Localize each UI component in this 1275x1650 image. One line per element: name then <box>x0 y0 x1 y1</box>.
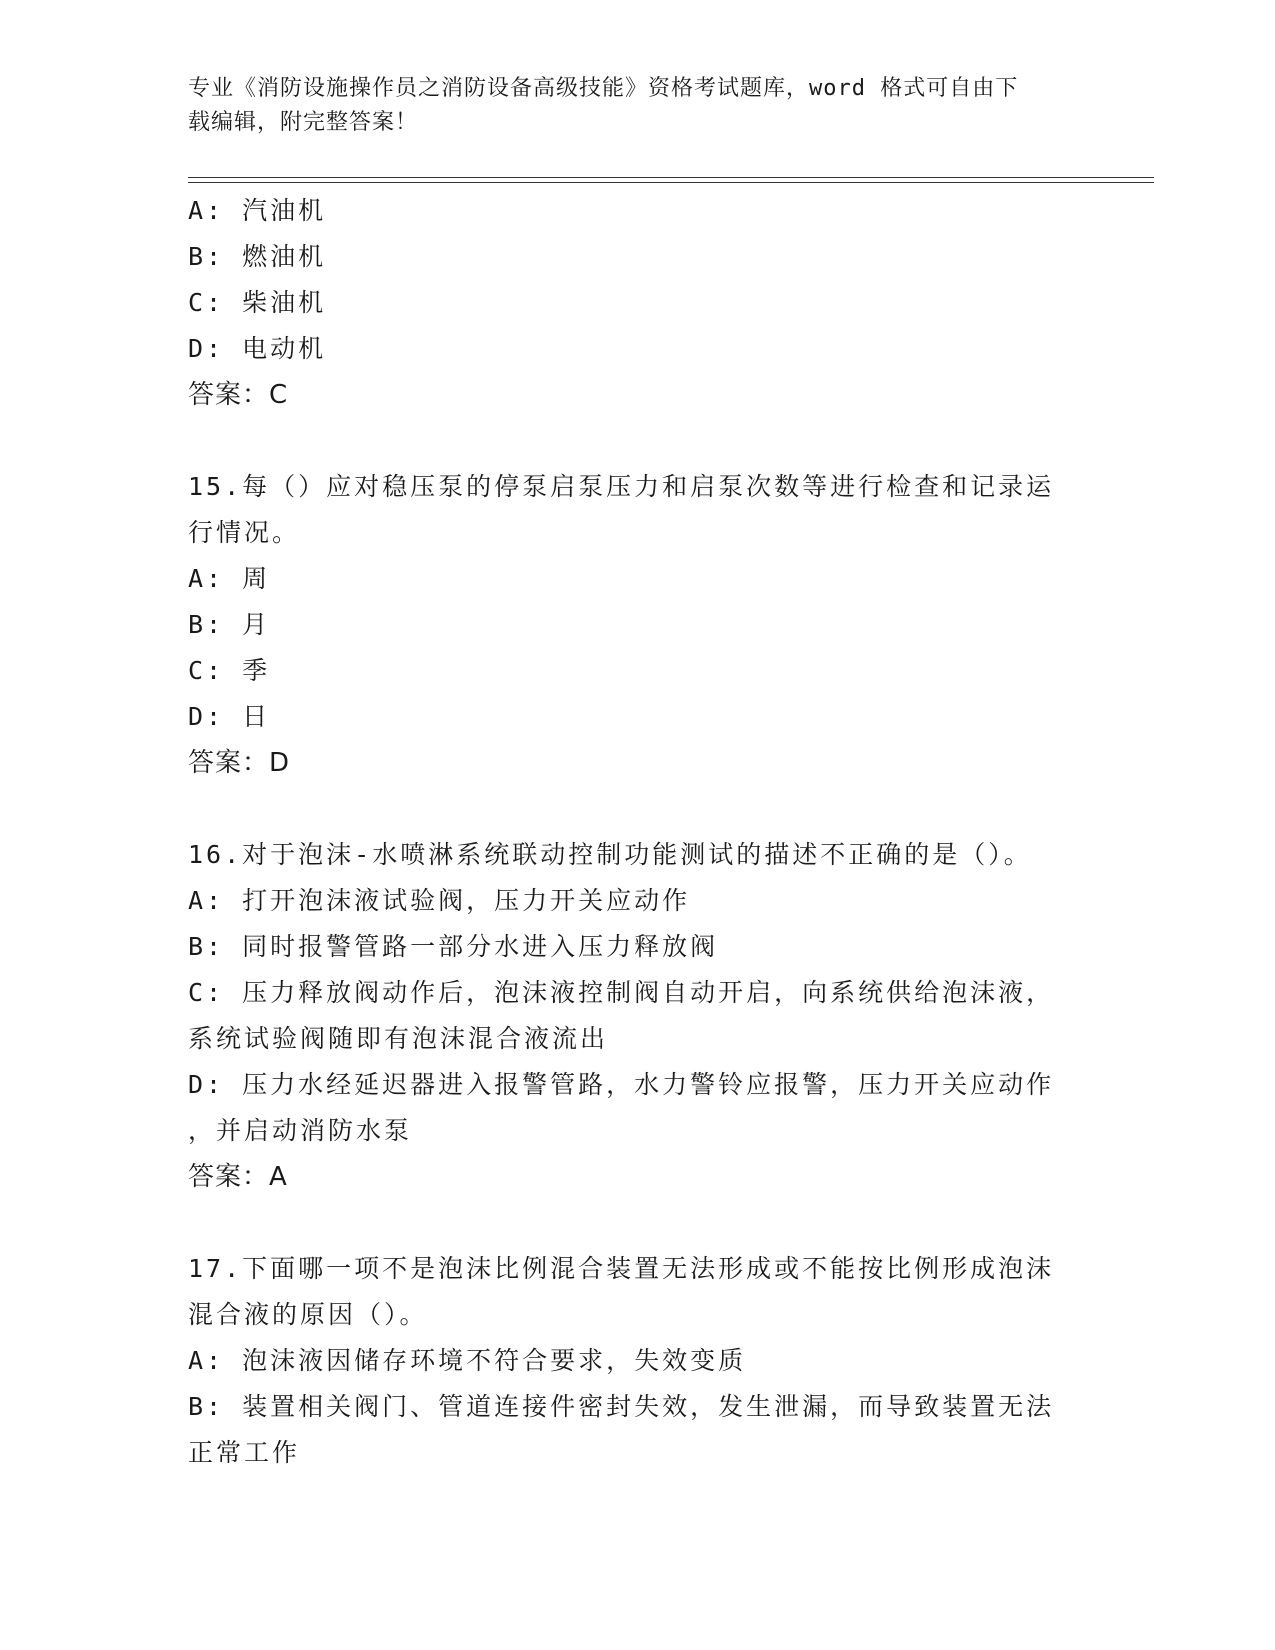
option-c: C: 季 <box>188 656 271 685</box>
header-divider-bottom <box>188 182 1154 183</box>
question-stem-continued: 混合液的原因（）。 <box>188 1300 428 1329</box>
option-b: B: 燃油机 <box>188 242 327 271</box>
option-b-continued: 正常工作 <box>188 1438 301 1467</box>
answer: 答案：D <box>188 748 291 778</box>
option-c: C: 压力释放阀动作后，泡沫液控制阀自动开启，向系统供给泡沫液， <box>188 978 1055 1007</box>
header-divider-top <box>188 177 1154 178</box>
question-15 <box>188 464 1068 786</box>
document-body <box>188 188 1068 1476</box>
question-stem: 15.每（）应对稳压泵的停泵启泵压力和启泵次数等进行检查和记录运 <box>188 472 1055 501</box>
document-header <box>188 72 1068 140</box>
option-d: D: 压力水经延迟器进入报警管路，水力警铃应报警，压力开关应动作 <box>188 1070 1055 1099</box>
option-a: A: 汽油机 <box>188 196 327 225</box>
answer: 答案：A <box>188 1162 288 1192</box>
option-d: D: 日 <box>188 702 271 731</box>
question-14 <box>188 188 1068 418</box>
option-c: C: 柴油机 <box>188 288 327 317</box>
question-stem: 17.下面哪一项不是泡沫比例混合装置无法形成或不能按比例形成泡沫 <box>188 1254 1055 1283</box>
header-line-2: 载编辑，附完整答案！ <box>188 110 419 135</box>
question-stem: 16.对于泡沫-水喷淋系统联动控制功能测试的描述不正确的是（）。 <box>188 840 1032 869</box>
option-b: B: 装置相关阀门、管道连接件密封失效，发生泄漏，而导致装置无法 <box>188 1392 1055 1421</box>
option-b: B: 同时报警管路一部分水进入压力释放阀 <box>188 932 719 961</box>
answer: 答案：C <box>188 380 289 410</box>
header-line-1: 专业《消防设施操作员之消防设备高级技能》资格考试题库，word 格式可自由下 <box>188 76 1019 101</box>
option-c-continued: 系统试验阀随即有泡沫混合液流出 <box>188 1024 609 1053</box>
question-16 <box>188 832 1068 1200</box>
option-a: A: 周 <box>188 564 271 593</box>
option-a: A: 泡沫液因储存环境不符合要求，失效变质 <box>188 1346 747 1375</box>
option-b: B: 月 <box>188 610 271 639</box>
option-a: A: 打开泡沫液试验阀，压力开关应动作 <box>188 886 691 915</box>
question-17 <box>188 1246 1068 1476</box>
option-d: D: 电动机 <box>188 334 327 363</box>
option-d-continued: ，并启动消防水泵 <box>188 1116 413 1145</box>
question-stem-continued: 行情况。 <box>188 518 301 547</box>
